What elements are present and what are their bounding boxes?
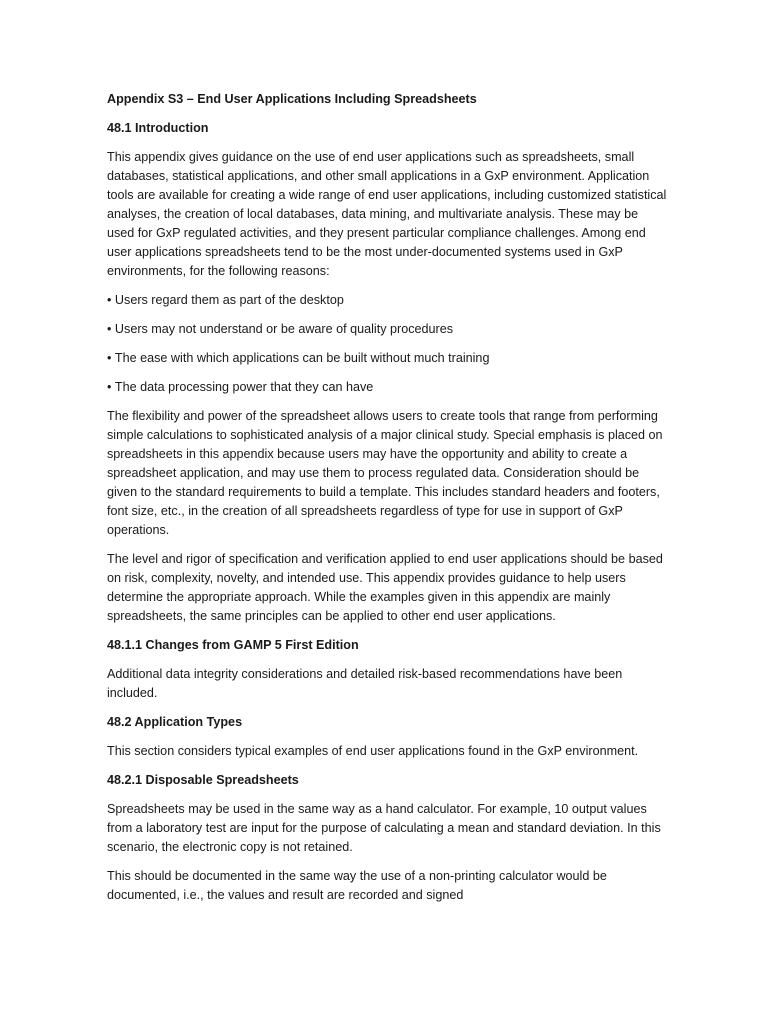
bullet-icon <box>107 293 115 307</box>
bullet-item: • Users regard them as part of the desktop <box>107 291 667 310</box>
section-48-2-paragraph-1: This section considers typical examples of end user applications found in the GxP environment. <box>107 744 639 758</box>
bullet-item: • The ease with which applications can be built without much training <box>107 349 667 368</box>
section-48-1-paragraph-1: This appendix gives guidance on the use of end user applications such as spreadsheets, small databases, statistical applications, and other small applications in a GxP environment. Application tools are available for creating a wide range of end user applications, including customized statistical analyses, the creation of local databases, data mining, and multivariate analysis. These may be used for GxP regulated activities, and they present particular compliance challenges. Among end user applications spreadsheets tend to be the most under-documented systems used in GxP environments, for the following reasons: <box>107 150 667 278</box>
bullet-icon <box>107 380 115 394</box>
reasons-bullet-list <box>107 291 667 397</box>
section-48-1-paragraph-2: The flexibility and power of the spreadsheet allows users to create tools that range from performing simple calculations to sophisticated analysis of a major clinical study. Special emphasis is placed on spreadsheets in this appendix because users may have the opportunity and ability to create a spreadsheet application, and may use them to process regulated data. Consideration should be given to the standard requirements to build a template. This includes standard headers and footers, font size, etc., in the creation of all spreadsheets regardless of type for use in support of GxP operations. <box>107 409 663 537</box>
section-48-1-1-paragraph-1: Additional data integrity considerations and detailed risk-based recommendations have been included. <box>107 667 623 700</box>
appendix-title: Appendix S3 – End User Applications Including Spreadsheets <box>107 92 477 106</box>
section-heading-48-1: 48.1 Introduction <box>107 121 209 135</box>
section-heading-48-2-1: 48.2.1 Disposable Spreadsheets <box>107 773 299 787</box>
section-heading-48-1-1: 48.1.1 Changes from GAMP 5 First Edition <box>107 638 359 652</box>
section-48-2-1-paragraph-2: This should be documented in the same way the use of a non-printing calculator would be documented, i.e., the values and result are recorded and signed <box>107 869 607 902</box>
bullet-item: • The data processing power that they can have <box>107 378 667 397</box>
bullet-item: • Users may not understand or be aware of quality procedures <box>107 320 667 339</box>
bullet-icon <box>107 322 115 336</box>
section-heading-48-2: 48.2 Application Types <box>107 715 243 729</box>
bullet-icon <box>107 351 115 365</box>
document-page <box>107 90 667 915</box>
section-48-2-1-paragraph-1: Spreadsheets may be used in the same way as a hand calculator. For example, 10 output values from a laboratory test are input for the purpose of calculating a mean and standard deviation. In this scenario, the electronic copy is not retained. <box>107 802 661 854</box>
section-48-1-paragraph-3: The level and rigor of specification and verification applied to end user applications should be based on risk, complexity, novelty, and intended use. This appendix provides guidance to help users determine the appropriate approach. While the examples given in this appendix are mainly spreadsheets, the same principles can be applied to other end user applications. <box>107 552 663 623</box>
